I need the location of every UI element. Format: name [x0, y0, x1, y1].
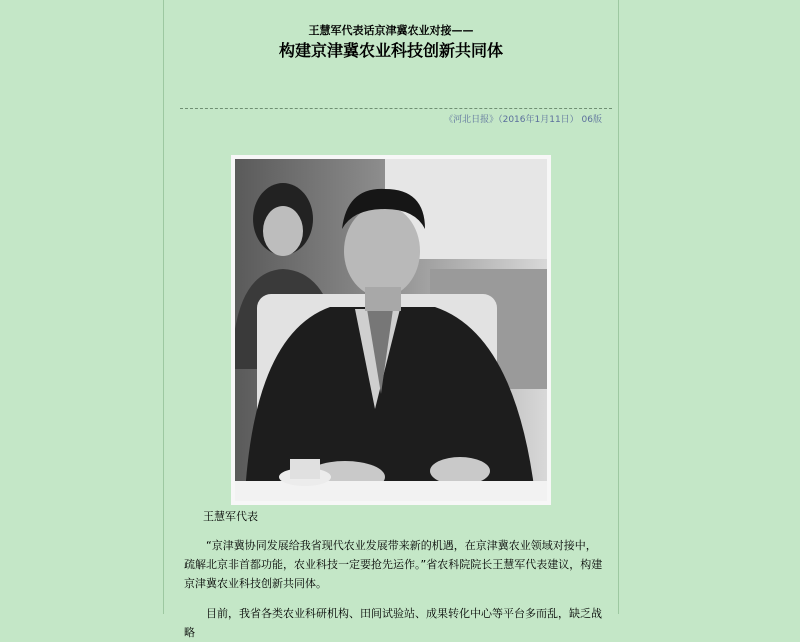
- article-paragraph: “京津冀协同发展给我省现代农业发展带来新的机遇，在京津冀农业领域对接中，疏解北京非首都功能，农业科技一定要抢先运作。”省农科院院长王慧军代表建议，构建京津冀农业科技创新共同体。: [184, 539, 603, 590]
- article-source: 《河北日报》（2016年1月11日） 06版: [444, 115, 602, 125]
- portrait-photo: [235, 159, 547, 501]
- article-paragraph: 目前，我省各类农业科研机构、田间试验站、成果转化中心等平台多而乱，缺乏战略: [184, 607, 602, 639]
- photo-caption: 王慧军代表: [203, 510, 258, 523]
- article-subtitle: 王慧军代表话京津冀农业对接——: [308, 24, 474, 37]
- article-page: [163, 0, 619, 639]
- article-photo: [231, 155, 551, 505]
- divider: [180, 108, 612, 109]
- article-title: 构建京津冀农业科技创新共同体: [278, 41, 503, 60]
